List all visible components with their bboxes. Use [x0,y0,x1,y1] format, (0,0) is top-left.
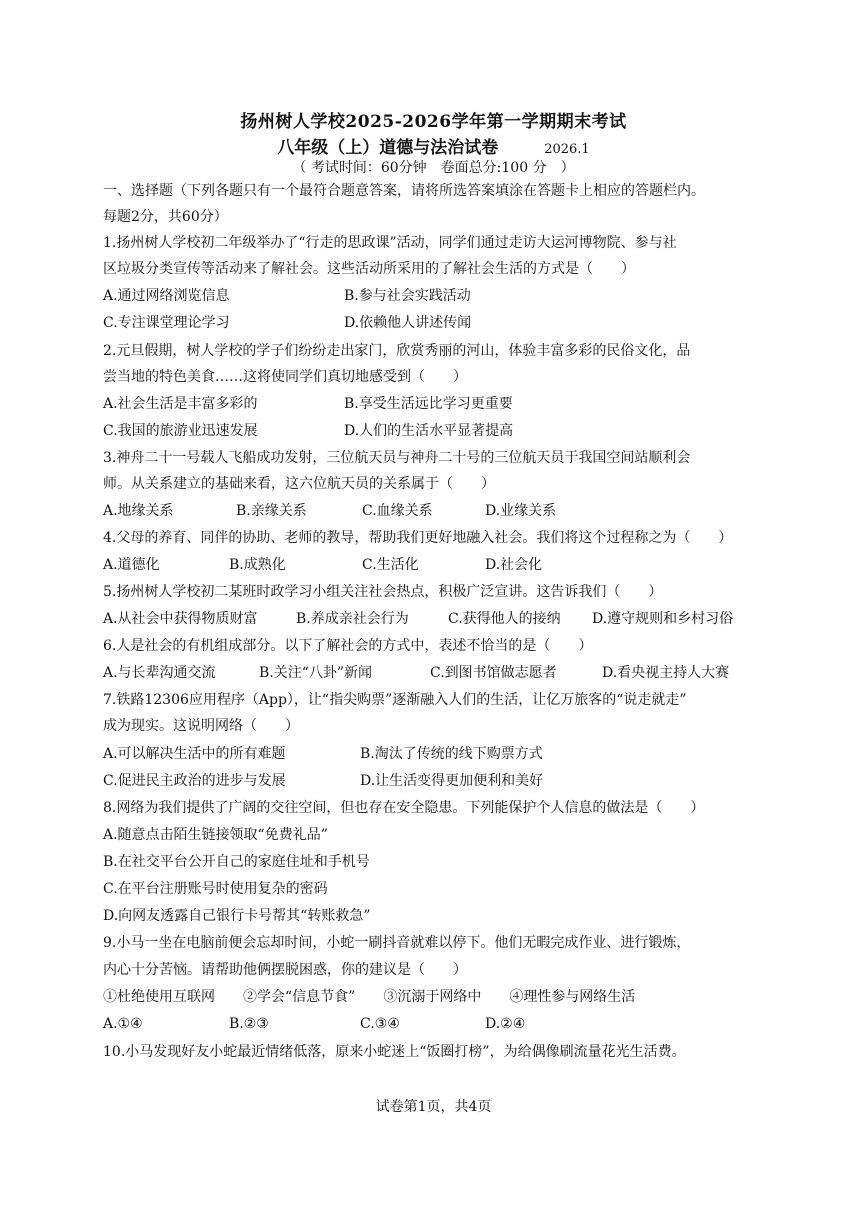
question-6-option-c: C.到图书馆做志愿者 [430,665,557,681]
question-9-line-1: 9.小马一坐在电脑前便会忘却时间，小蛇一刷抖音就难以停下。他们无暇完成作业、进行锻炼， [103,935,691,951]
question-2-line-2: 尝当地的特色美食……这将使同学们真切地感受到（ ） [103,369,467,385]
question-3-option-d: D.业缘关系 [485,503,557,519]
question-9-line-2: 内心十分苦恼。请帮助他俩摆脱困惑，你的建议是（ ） [103,962,467,978]
question-9-option-c: C.③④ [360,1016,400,1032]
question-2-option-c: C.我国的旅游业迅速发展 [103,423,258,439]
question-9-statements: ①杜绝使用互联网 ②学会“信息节食” ③沉溺于网络中 ④理性参与网络生活 [103,989,636,1005]
question-7-line-1: 7.铁路12306应用程序（App），让“指尖购票”逐渐融入人们的生活，让亿万旅客的“说走就走” [103,692,687,708]
question-1-option-d: D.依赖他人讲述传闻 [344,315,472,331]
section-heading-cont: 每题2分，共60分） [103,209,228,225]
question-6-option-a: A.与长辈沟通交流 [103,665,216,681]
exam-subtitle [0,133,867,158]
subject-title: 八年级（上）道德与法治试卷 [277,138,499,158]
question-1-option-c: C.专注课堂理论学习 [103,315,230,331]
question-2-option-b: B.享受生活远比学习更重要 [344,396,513,412]
question-3-line-1: 3.神舟二十一号载人飞船成功发射，三位航天员与神舟二十号的三位航天员于我国空间站顺利会 [103,450,691,466]
question-1-line-1: 1.扬州树人学校初二年级举办了“行走的思政课”活动，同学们通过走访大运河博物院、参与社 [103,235,677,251]
question-8-option-c: C.在平台注册账号时使用复杂的密码 [103,881,328,897]
question-6-option-b: B.关注“八卦”新闻 [259,665,373,681]
question-1-option-a: A.通过网络浏览信息 [103,288,230,304]
question-4-option-b: B.成熟化 [229,557,286,573]
question-7-option-d: D.让生活变得更加便利和美好 [360,773,544,789]
question-3-option-c: C.血缘关系 [362,503,433,519]
exam-info: （ 考试时间：60分钟 卷面总分:100 分 ） [292,160,575,176]
question-4-option-c: C.生活化 [362,557,419,573]
question-8-option-b: B.在社交平台公开自己的家庭住址和手机号 [103,854,370,870]
page-footer: 试卷第1页，共4页 [375,1099,492,1115]
question-7-option-c: C.促进民主政治的进步与发展 [103,773,286,789]
question-5-option-a: A.从社会中获得物质财富 [103,611,258,627]
question-4-option-a: A.道德化 [103,557,160,573]
question-6-option-d: D.看央视主持人大赛 [602,665,730,681]
question-2-line-1: 2.元旦假期，树人学校的学子们纷纷走出家门，欣赏秀丽的河山，体验丰富多彩的民俗文化，品 [103,343,691,359]
question-7-line-2: 成为现实。这说明网络（ ） [103,718,299,734]
question-9-option-a: A.①④ [103,1016,143,1032]
question-4-line-1: 4.父母的养育、同伴的协助、老师的教导，帮助我们更好地融入社会。我们将这个过程称之为（ ） [103,530,733,546]
question-5-option-b: B.养成亲社会行为 [296,611,409,627]
question-10-line-1: 10.小马发现好友小蛇最近情绪低落，原来小蛇迷上“饭圈打榜”，为给偶像刷流量花光生活费。 [103,1044,686,1060]
exam-date: 2026.1 [544,142,590,157]
question-6-line-1: 6.人是社会的有机组成部分。以下了解社会的方式中，表述不恰当的是（ ） [103,638,593,654]
question-1-option-b: B.参与社会实践活动 [344,288,471,304]
question-5-line-1: 5.扬州树人学校初二某班时政学习小组关注社会热点，积极广泛宣讲。这告诉我们（ ） [103,584,663,600]
question-3-line-2: 师。从关系建立的基础来看，这六位航天员的关系属于（ ） [103,476,495,492]
question-8-line-1: 8.网络为我们提供了广阔的交往空间，但也存在安全隐患。下列能保护个人信息的做法是（ ） [103,800,705,816]
section-heading: 一、选择题（下列各题只有一个最符合题意答案，请将所选答案填涂在答题卡上相应的答题栏内。 [103,183,705,199]
question-3-option-b: B.亲缘关系 [236,503,307,519]
question-8-option-a: A.随意点击陌生链接领取“免费礼品” [103,827,328,843]
question-7-option-b: B.淘汰了传统的线下购票方式 [360,746,543,762]
question-2-option-a: A.社会生活是丰富多彩的 [103,396,258,412]
question-2-option-d: D.人们的生活水平显著提高 [344,423,514,439]
question-1-line-2: 区垃圾分类宣传等活动来了解社会。这些活动所采用的了解社会生活的方式是（ ） [103,261,635,277]
question-7-option-a: A.可以解决生活中的所有难题 [103,746,286,762]
question-4-option-d: D.社会化 [485,557,543,573]
question-9-option-d: D.②④ [485,1016,526,1032]
exam-title: 扬州树人学校2025-2026学年第一学期期末考试 [240,112,627,132]
question-5-option-d: D.遵守规则和乡村习俗 [592,611,734,627]
question-8-option-d: D.向网友透露自己银行卡号帮其“转账救急” [103,908,371,924]
question-5-option-c: C.获得他人的接纳 [448,611,561,627]
question-3-option-a: A.地缘关系 [103,503,174,519]
question-9-option-b: B.②③ [229,1016,269,1032]
